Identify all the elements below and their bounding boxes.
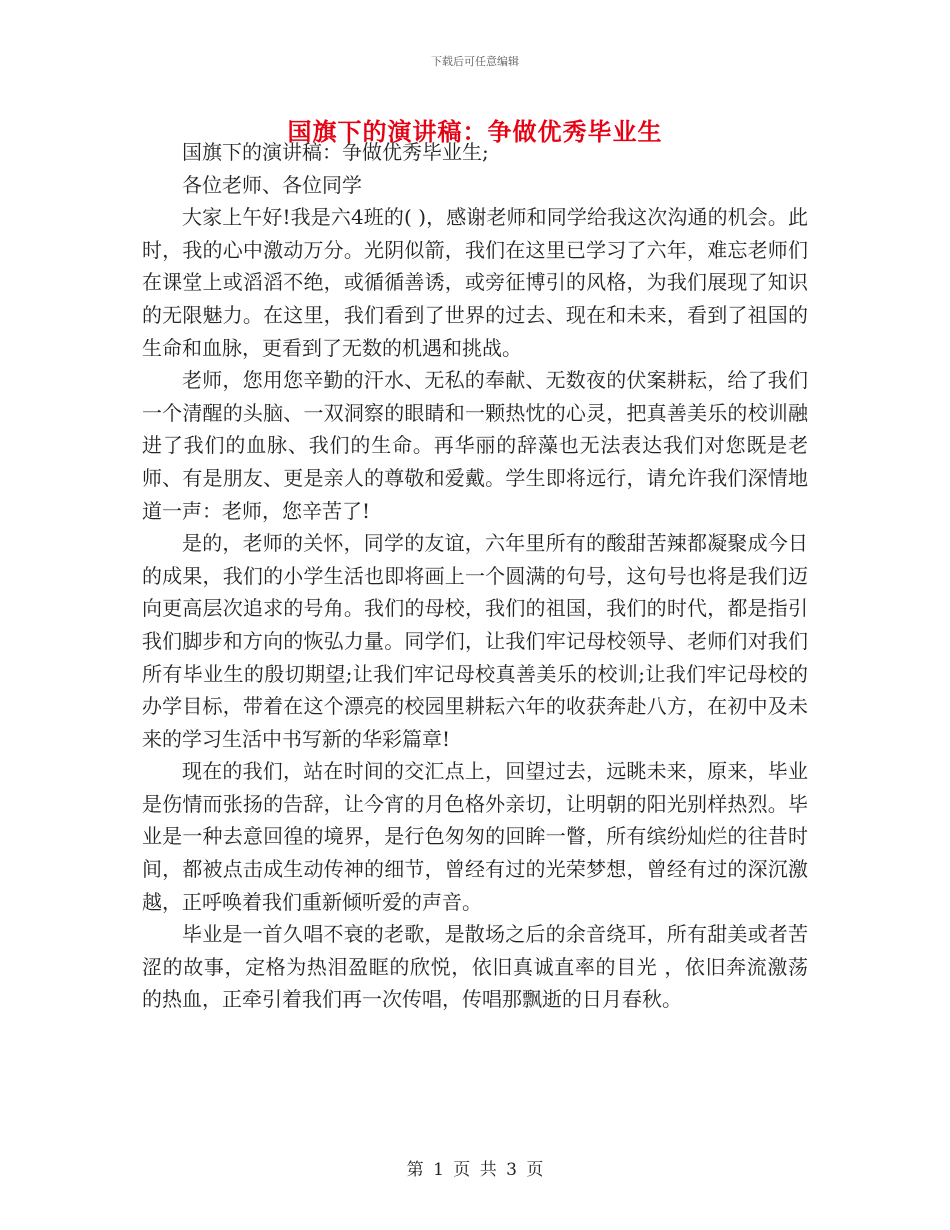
paragraph: 现在的我们，站在时间的交汇点上，回望过去，远眺未来，原来，毕业是伤情而张扬的告辞，让今宵的月色格外亲切，让明朝的阳光别样热烈。毕业是一种去意回徨的境界，是行色匆匆的回眸一瞥，所有缤纷灿烂的往昔时间，都被点击成生动传神的细节，曾经有过的光荣梦想，曾经有过的深沉激越，正呼唤着我们重新倾听爱的声音。 — [142, 759, 808, 914]
paragraph: 毕业是一首久唱不衰的老歌，是散场之后的余音绕耳，所有甜美或者苦涩的故事，定格为热泪盈眶的欣悦，依旧真诚直率的目光 ，依旧奔流激荡的热血，正牵引着我们再一次传唱，传唱那飘逝的日月春秋。 — [142, 922, 808, 1012]
paragraph: 老师，您用您辛勤的汗水、无私的奉献、无数夜的伏案耕耘，给了我们一个清醒的头脑、一双洞察的眼睛和一颗热忱的心灵，把真善美乐的校训融进了我们的血脉、我们的生命。再华丽的辞藻也无法表达我们对您既是老师、有是朋友、更是亲人的尊敬和爱戴。学生即将远行，请允许我们深情地道一声：老师，您辛苦了! — [142, 368, 808, 523]
header-note: 下载后可任意编辑 — [431, 55, 519, 68]
document-title: 国旗下的演讲稿：争做优秀毕业生 — [287, 117, 663, 146]
document-body — [142, 136, 808, 1016]
paragraph: 大家上午好!我是六4班的( )，感谢老师和同学给我这次沟通的机会。此时，我的心中激动万分。光阴似箭，我们在这里已学习了六年，难忘老师们在课堂上或滔滔不绝，或循循善诱，或旁征博引的风格，为我们展现了知识的无限魅力。在这里，我们看到了世界的过去、现在和未来，看到了祖国的生命和血脉，更看到了无数的机遇和挑战。 — [142, 205, 808, 360]
paragraph: 国旗下的演讲稿：争做优秀毕业生; — [182, 140, 489, 164]
page-footer: 第 1 页 共 3 页 — [406, 1160, 544, 1180]
paragraph: 是的，老师的关怀，同学的友谊，六年里所有的酸甜苦辣都凝聚成今日的成果，我们的小学生活也即将画上一个圆满的句号，这句号也将是我们迈向更高层次追求的号角。我们的母校，我们的祖国，我们的时代，都是指引我们脚步和方向的恢弘力量。同学们，让我们牢记母校领导、老师们对我们所有毕业生的殷切期望;让我们牢记母校真善美乐的校训;让我们牢记母校的办学目标，带着在这个漂亮的校园里耕耘六年的收获奔赴八方，在初中及未来的学习生活中书写新的华彩篇章! — [142, 531, 808, 751]
paragraph: 各位老师、各位同学 — [182, 172, 362, 197]
